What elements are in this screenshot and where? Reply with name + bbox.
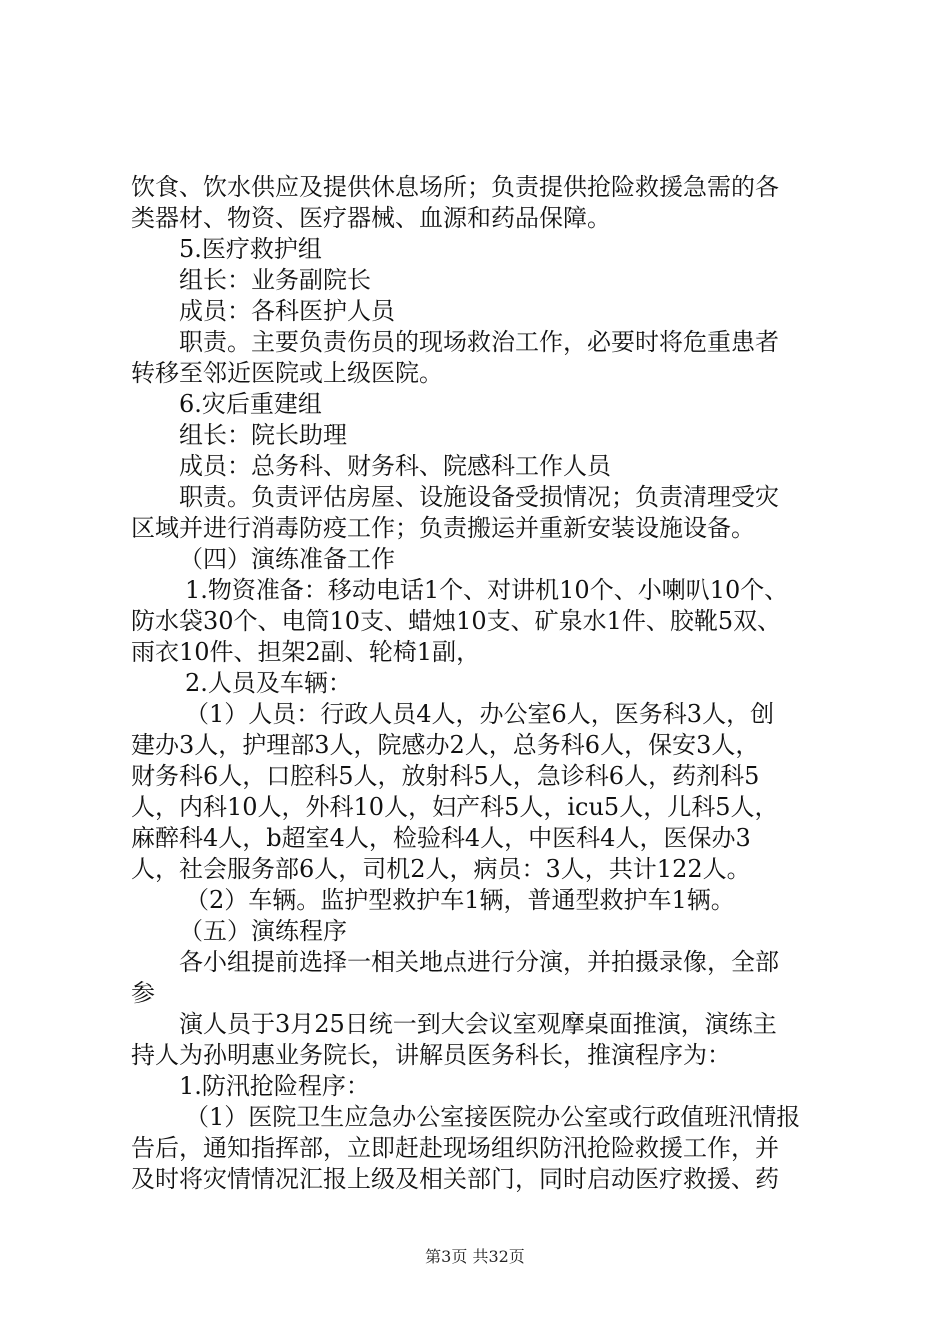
text-line: （1）人员：行政人员4人，办公室6人，医务科3人，创	[185, 700, 775, 728]
text-line: （五）演练程序	[179, 917, 347, 945]
text-line: 组长：业务副院长	[179, 266, 371, 294]
text-line: 麻醉科4人，b超室4人，检验科4人，中医科4人，医保办3	[131, 824, 751, 852]
page-footer: 第3页 共32页	[425, 1247, 525, 1266]
text-line: 职责。主要负责伤员的现场救治工作，必要时将危重患者	[179, 328, 779, 356]
text-line: 人，社会服务部6人，司机2人，病员：3人，共计122人。	[131, 855, 751, 883]
text-line: 6.灾后重建组	[179, 390, 322, 418]
text-line: 2.人员及车辆：	[185, 669, 352, 697]
text-line: 区域并进行消毒防疫工作；负责搬运并重新安装设施设备。	[131, 514, 755, 542]
text-line: （1）医院卫生应急办公室接医院办公室或行政值班汛情报	[185, 1103, 801, 1131]
text-line: （四）演练准备工作	[179, 545, 395, 573]
text-line: 成员：各科医护人员	[179, 297, 395, 325]
text-line: 建办3人，护理部3人，院感办2人，总务科6人，保安3人，	[131, 731, 760, 759]
text-line: 职责。负责评估房屋、设施设备受损情况；负责清理受灾	[179, 483, 779, 511]
text-line: 及时将灾情情况汇报上级及相关部门，同时启动医疗救援、药	[131, 1165, 779, 1193]
text-line: 雨衣10件、担架2副、轮椅1副，	[131, 638, 481, 666]
text-line: 各小组提前选择一相关地点进行分演，并拍摄录像，全部	[179, 948, 779, 976]
text-line: 人，内科10人，外科10人，妇产科5人，icu5人，儿科5人，	[131, 793, 779, 821]
text-line: 参	[131, 979, 155, 1007]
text-line: 告后，通知指挥部，立即赶赴现场组织防汛抢险救援工作，并	[131, 1134, 779, 1162]
text-line: 5.医疗救护组	[179, 235, 322, 263]
text-line: 饮食、饮水供应及提供休息场所；负责提供抢险救援急需的各	[131, 173, 779, 201]
document-body	[131, 172, 831, 1195]
text-line: 1.防汛抢险程序：	[179, 1072, 370, 1100]
text-line: 财务科6人，口腔科5人，放射科5人，急诊科6人，药剂科5	[131, 762, 760, 790]
text-line: 组长：院长助理	[179, 421, 347, 449]
text-line: 成员：总务科、财务科、院感科工作人员	[179, 452, 611, 480]
text-line: （2）车辆。监护型救护车1辆，普通型救护车1辆。	[185, 886, 735, 914]
text-line: 防水袋30个、电筒10支、蜡烛10支、矿泉水1件、胶靴5双、	[131, 607, 782, 635]
text-line: 1.物资准备：移动电话1个、对讲机10个、小喇叭10个、	[185, 576, 789, 604]
text-line: 演人员于3月25日统一到大会议室观摩桌面推演，演练主	[179, 1010, 777, 1038]
text-line: 类器材、物资、医疗器械、血源和药品保障。	[131, 204, 611, 232]
text-line: 转移至邻近医院或上级医院。	[131, 359, 443, 387]
text-line: 持人为孙明惠业务院长，讲解员医务科长，推演程序为：	[131, 1041, 731, 1069]
